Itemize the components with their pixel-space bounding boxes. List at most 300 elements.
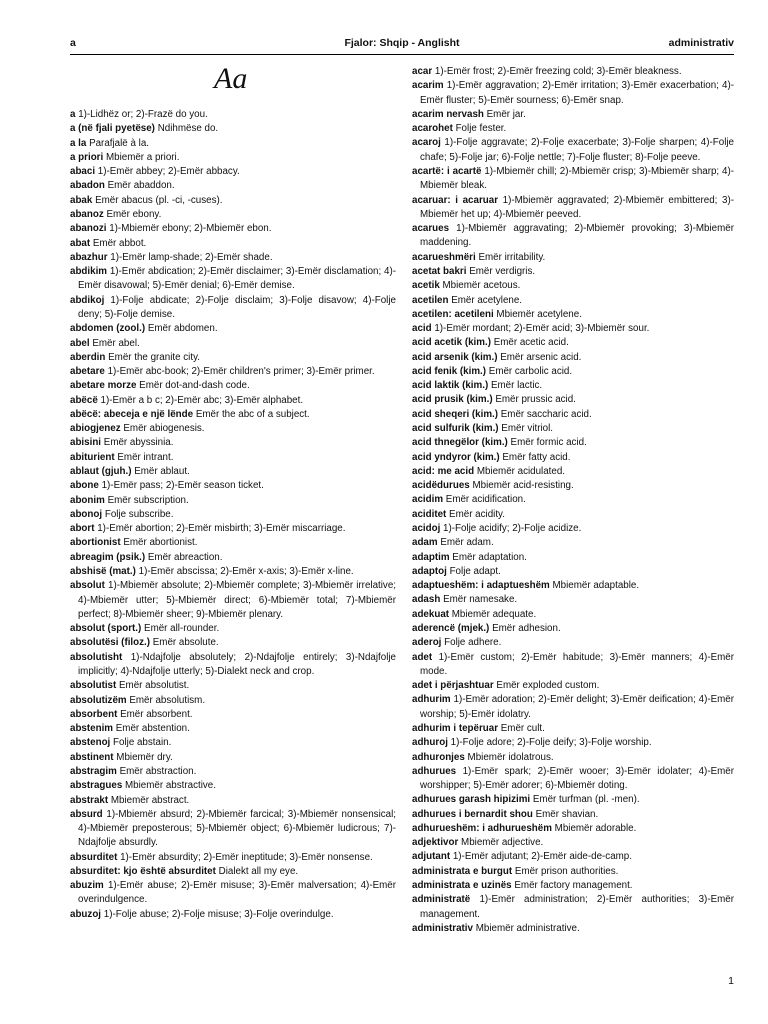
dictionary-entry [70,436,396,450]
dictionary-entry [70,694,396,708]
entry-definition: Emër saccharic acid. [500,408,592,420]
entry-definition: Mbiemër dry. [116,751,173,763]
entry-headword: adjektivor [412,837,459,849]
dictionary-entry [412,422,734,436]
entry-headword: acetilen [412,294,449,306]
dictionary-entry [412,379,734,393]
entry-headword: adhuronjes [412,751,465,763]
dictionary-entry [70,808,396,851]
dictionary-entry [412,822,734,836]
entry-definition: 1)-Emër pass; 2)-Emër season ticket. [101,480,264,492]
dictionary-entry [70,265,396,294]
entry-headword: abuzoj [70,908,102,920]
entry-headword: administrata e burgut [412,865,513,877]
entry-definition: 1)-Folje abdicate; 2)-Folje disclaim; 3)-Folje disavow; 4)-Folje deny; 5)-Folje demise. [78,294,396,320]
dictionary-entry [70,294,396,323]
entry-headword: absolut [70,580,105,592]
entry-headword: acaruar: i acaruar [412,194,499,206]
entry-headword: abel [70,337,90,349]
dictionary-entry [70,551,396,565]
entry-definition: 1)-Lidhëz or; 2)-Frazë do you. [78,109,208,120]
entry-definition: Mbiemër adaptable. [552,580,640,592]
entry-headword: abak [70,194,93,206]
entry-definition: Emër abel. [92,337,140,349]
entry-definition: Mbiemër administrative. [475,922,580,934]
dictionary-entry [412,308,734,322]
entry-definition: Emër prussic acid. [495,394,576,406]
entry-headword: abstinent [70,751,114,763]
entry-definition: 1)-Emër a b c; 2)-Emër abc; 3)-Emër alphabet. [100,394,304,406]
entry-headword: acarohet [412,123,453,135]
entry-definition: Emër absolutist. [119,680,190,692]
entry-headword: acartë: i acartë [412,165,482,177]
entry-definition: Mbiemër adjective. [461,837,544,849]
entry-headword: absolutist [70,680,117,692]
dictionary-entry [412,536,734,550]
entry-headword: abonim [70,494,105,506]
entry-headword: adet [412,651,433,663]
entry-definition: Emër absolutism. [129,694,206,706]
dictionary-entry [70,379,396,393]
entry-definition: Emër adhesion. [492,622,561,634]
dictionary-entry [412,522,734,536]
entry-headword: absurditet [70,851,118,863]
entry-headword: abortionist [70,537,121,549]
entry-definition: Emër abyssinia. [103,437,174,449]
dictionary-entry [70,251,396,265]
entry-headword: acetik [412,280,440,292]
dictionary-entry [412,836,734,850]
entry-definition: Emër abiogenesis. [123,423,205,435]
entry-headword: abreagim (psik.) [70,551,146,563]
dictionary-entry [70,736,396,750]
dictionary-entry [412,465,734,479]
entry-definition: 1)-Emër abuse; 2)-Emër misuse; 3)-Emër malversation; 4)-Emër overindulgence. [78,880,396,906]
dictionary-entry [412,479,734,493]
entry-headword: acid acetik (kim.) [412,337,491,349]
page-header [70,37,734,53]
dictionary-entry [70,479,396,493]
entry-definition: 1)-Folje acidify; 2)-Folje acidize. [443,523,582,534]
entry-headword: acid sulfurik (kim.) [412,423,499,435]
dictionary-entry [412,122,734,136]
entry-definition: Emër acetylene. [451,294,523,306]
entry-headword: adhuroj [412,737,448,749]
dictionary-entry [70,394,396,408]
dictionary-entry [412,365,734,379]
entry-definition: Mbiemër abstract. [110,794,190,806]
entry-definition: Emër ebony. [106,208,162,220]
dictionary-entry [70,365,396,379]
entry-definition: Emër arsenic acid. [500,351,582,363]
entry-definition: 1)-Ndajfolje absolutely; 2)-Ndajfolje entirely; 3)-Ndajfolje implicitly; 4)-Ndajfolje utterly; 5)-Dialekt neck and crop. [78,651,396,677]
entry-headword: abstenoj [70,737,111,749]
entry-headword: abiogjenez [70,423,121,435]
entry-definition: Emër abbot. [92,237,147,249]
entry-definition: 1)-Mbiemër aggravating; 2)-Mbiemër provoking; 3)-Mbiemër maddening. [420,223,734,249]
entry-headword: abdomen (zool.) [70,323,146,335]
right-column [412,65,734,936]
entry-headword: acarueshmëri [412,251,476,263]
entry-headword: adash [412,594,441,606]
entry-definition: Dialekt all my eye. [218,865,299,877]
entry-definition: Emër fatty acid. [502,451,571,463]
entry-headword: adaptoj [412,565,447,577]
dictionary-entry [70,622,396,636]
entry-definition: 1)-Emër spark; 2)-Emër wooer; 3)-Emër idolater; 4)-Emër worshipper; 5)-Emër adorer; 6)-Mbiemër doting. [420,765,734,792]
entry-definition: Emër absolute. [152,637,219,649]
entry-definition: Emër vitriol. [501,423,554,435]
dictionary-entry [412,294,734,308]
header-right-guide-word: administrativ [668,37,734,49]
header-rule [70,54,734,55]
entry-definition: Emër carbolic acid. [488,365,573,377]
dictionary-entry [70,351,396,365]
entry-definition: Emër adam. [440,537,494,549]
dictionary-entry [70,522,396,536]
entry-definition: Mbiemër acetous. [442,280,521,292]
dictionary-entry [70,222,396,236]
entry-headword: abiturient [70,451,115,463]
entry-definition: 1)-Emër abdication; 2)-Emër disclaimer; 3)-Emër disclamation; 4)-Emër disavowal; 5)-Emër denial; 6)-Emër demise. [78,266,396,292]
entry-headword: adhurim i tepëruar [412,722,499,734]
dictionary-entry [70,137,396,151]
entry-headword: abstragim [70,765,117,777]
entry-definition: Emër jar. [486,108,526,120]
dictionary-entry [412,765,734,794]
dictionary-entry [70,208,396,222]
entry-definition: Emër factory management. [514,880,633,892]
entry-headword: abdikoj [70,294,105,306]
entry-headword: adjutant [412,851,451,863]
entry-definition: Emër ablaut. [134,466,190,478]
entry-headword: acidim [412,494,444,506]
dictionary-entry [412,679,734,693]
entry-definition: Folje abstain. [113,737,172,749]
dictionary-entry [70,536,396,550]
dictionary-entry [70,322,396,336]
entry-definition: Emër acetic acid. [493,337,569,349]
entry-headword: a (në fjali pyetëse) [70,123,155,135]
dictionary-entry [412,579,734,593]
entry-headword: aderencë (mjek.) [412,622,490,634]
entry-definition: Emër abstention. [115,723,190,735]
dictionary-entry [412,622,734,636]
entry-headword: absolut (sport.) [70,623,142,635]
dictionary-entry [412,265,734,279]
header-title: Fjalor: Shqip - Anglisht [344,37,460,49]
entry-definition: Emër turfman (pl. -men). [532,794,640,806]
dictionary-entry [70,237,396,251]
dictionary-entry [412,636,734,650]
entry-definition: Emër abdomen. [147,323,218,335]
dictionary-entry [412,165,734,194]
dictionary-entry [70,908,396,922]
entry-definition: Ndihmëse do. [157,123,219,135]
dictionary-entry [412,693,734,722]
entry-definition: 1)-Mbiemër absurd; 2)-Mbiemër farcical; 3)-Mbiemër nonsensical; 4)-Mbiemër preposterous; 5)-Mbiemër object; 6)-Mbiemër ludicrous; 7)-Ndajfolje absurdly. [78,808,396,849]
entry-headword: a la [70,137,87,149]
entry-headword: abuzim [70,880,104,892]
entry-definition: 1)-Emër abortion; 2)-Emër misbirth; 3)-Emër miscarriage. [97,523,346,535]
entry-definition: Emër subscription. [107,494,189,506]
page-number: 1 [728,975,734,987]
entry-headword: abone [70,480,99,492]
entry-definition: Emër adaptation. [452,551,527,563]
entry-definition: 1)-Emër adjutant; 2)-Emër aide-de-camp. [452,851,632,863]
entry-definition: Mbiemër acidulated. [476,465,566,477]
entry-headword: administrata e uzinës [412,880,512,892]
entry-definition: 1)-Emër lamp-shade; 2)-Emër shade. [110,251,273,263]
entry-definition: Parafjalë à la. [89,137,149,149]
entry-headword: abdikim [70,266,108,278]
dictionary-entry [70,337,396,351]
entry-definition: 1)-Mbiemër absolute; 2)-Mbiemër complete; 3)-Mbiemër irrelative; 4)-Mbiemër utter; 5)-Mbiemër direct; 6)-Mbiemër total; 7)-Mbiemër perfect; 8)-Mbiemër sheer; 9)-Mbiemër plenary. [78,580,396,620]
left-column [70,108,396,922]
entry-definition: Emër abreaction. [147,551,223,563]
entry-headword: adaptim [412,551,450,563]
entry-definition: 1)-Mbiemër chill; 2)-Mbiemër crisp; 3)-Mbiemër sharp; 4)-Mbiemër bleak. [420,165,734,192]
dictionary-entry [412,865,734,879]
entry-definition: Emër acidity. [449,508,505,520]
entry-definition: Emër cult. [500,722,545,734]
entry-headword: abetare morze [70,380,137,392]
entry-definition: 1)-Mbiemër aggravated; 2)-Mbiemër embittered; 3)-Mbiemër het up; 4)-Mbiemër peeved. [420,194,734,220]
dictionary-entry [412,65,734,79]
entry-headword: adhurim [412,694,451,706]
entry-headword: absolutizëm [70,694,127,706]
entry-headword: acid thnegëlor (kim.) [412,437,508,449]
entry-headword: administrativ [412,922,473,934]
entry-headword: adhurues [412,765,457,777]
entry-definition: Mbiemër acid-resisting. [472,480,574,492]
entry-definition: Mbiemër a priori. [105,151,180,163]
entry-definition: Emër absorbent. [120,708,193,720]
entry-headword: acid arsenik (kim.) [412,351,498,363]
header-left-guide-word: a [70,37,76,49]
entry-definition: 1)-Mbiemër ebony; 2)-Mbiemër ebon. [109,223,272,235]
dictionary-entry [412,565,734,579]
dictionary-entry [70,579,396,622]
dictionary-entry [412,651,734,680]
entry-headword: abanoz [70,208,104,220]
entry-headword: acid sheqeri (kim.) [412,408,499,420]
entry-headword: absurd [70,808,103,820]
dictionary-entry [412,508,734,522]
entry-headword: abetare [70,366,105,378]
entry-definition: 1)-Emër frost; 2)-Emër freezing cold; 3)-Emër bleakness. [434,66,682,77]
entry-definition: Emër acidification. [445,494,526,506]
entry-definition: 1)-Emër custom; 2)-Emër habitude; 3)-Emër manners; 4)-Emër mode. [420,651,734,677]
entry-definition: Emër formic acid. [510,437,587,449]
entry-headword: acarim [412,80,444,92]
dictionary-entry [412,808,734,822]
entry-headword: absolutisht [70,651,123,663]
entry-headword: acid yndyror (kim.) [412,451,500,463]
entry-headword: adhurueshëm: i adhurueshëm [412,822,552,834]
entry-headword: acid [412,323,432,335]
dictionary-entry [70,765,396,779]
dictionary-entry [412,922,734,936]
entry-headword: abëcë: abeceja e një lënde [70,408,194,420]
dictionary-entry [412,194,734,223]
dictionary-entry [412,736,734,750]
entry-headword: acidoj [412,523,441,534]
entry-headword: absolutësi (filoz.) [70,637,151,649]
dictionary-entry [70,565,396,579]
entry-definition: Emër abaddon. [107,180,175,192]
dictionary-entry [412,222,734,251]
entry-definition: Emër intrant. [117,451,174,463]
entry-definition: 1)-Emër absurdity; 2)-Emër ineptitude; 3)-Emër nonsense. [120,851,373,863]
dictionary-entry [412,351,734,365]
entry-definition: 1)-Folje aggravate; 2)-Folje exacerbate; 3)-Folje sharpen; 4)-Folje chafe; 5)-Folje jar; 6)-Folje nettle; 7)-Folje fluster; 8)-Folje peeve. [420,137,734,163]
entry-headword: abstenim [70,723,114,735]
entry-headword: adhurues i bernardit shou [412,808,533,820]
dictionary-entry [70,679,396,693]
entry-headword: adam [412,537,438,549]
dictionary-entry [412,850,734,864]
dictionary-entry [70,722,396,736]
entry-headword: acidëdurues [412,480,470,492]
dictionary-entry [70,179,396,193]
entry-definition: Mbiemër abstractive. [125,780,216,792]
entry-definition: Mbiemër adequate. [451,608,537,620]
dictionary-entry [70,408,396,422]
entry-definition: 1)-Emër abbey; 2)-Emër abbacy. [97,166,240,178]
entry-definition: Emër shavian. [535,808,599,820]
entry-headword: a [70,109,76,120]
entry-headword: adhurues garash hipizimi [412,794,531,806]
entry-definition: Folje fester. [455,123,507,135]
dictionary-entry [70,779,396,793]
entry-headword: adaptueshëm: i adaptueshëm [412,580,550,592]
entry-headword: acarim nervash [412,108,484,120]
dictionary-entry [412,408,734,422]
section-letter: Aa [214,62,248,95]
entry-headword: abonoj [70,508,103,520]
dictionary-entry [70,465,396,479]
entry-definition: 1)-Emër abscissa; 2)-Emër x-axis; 3)-Emër x-line. [138,566,354,577]
entry-headword: acid prusik (kim.) [412,394,493,406]
dictionary-entry [412,722,734,736]
dictionary-entry [70,451,396,465]
entry-headword: acar [412,66,433,77]
dictionary-entry [412,136,734,165]
dictionary-entry [412,322,734,336]
entry-definition: 1)-Emër abc-book; 2)-Emër children's primer; 3)-Emër primer. [107,366,375,378]
dictionary-entry [70,636,396,650]
entry-headword: abshisë (mat.) [70,566,136,577]
entry-headword: abat [70,237,91,249]
dictionary-entry [70,508,396,522]
dictionary-entry [70,794,396,808]
entry-headword: abazhur [70,251,108,263]
entry-headword: acarues [412,223,450,235]
entry-headword: abstragues [70,780,123,792]
entry-definition: Emër abortionist. [123,537,198,549]
entry-definition: 1)-Folje abuse; 2)-Folje misuse; 3)-Folje overindulge. [103,908,334,920]
dictionary-entry [412,451,734,465]
dictionary-entry [70,865,396,879]
entry-headword: acid: me acid [412,465,475,477]
entry-headword: a priori [70,151,104,163]
entry-definition: Emër abacus (pl. -ci, -cuses). [95,194,223,206]
dictionary-entry [70,751,396,765]
entry-definition: 1)-Folje adore; 2)-Folje deify; 3)-Folje worship. [450,737,652,749]
dictionary-entry [70,651,396,680]
entry-headword: acetat bakri [412,265,467,277]
entry-headword: absorbent [70,708,118,720]
dictionary-entry [412,793,734,807]
entry-definition: Folje adapt. [449,565,501,577]
entry-definition: Emër the abc of a subject. [195,408,310,420]
dictionary-entry [412,751,734,765]
entry-definition: 1)-Emër mordant; 2)-Emër acid; 3)-Mbiemër sour. [434,323,650,335]
entry-headword: abisini [70,437,102,449]
entry-definition: Emër lactic. [490,380,543,392]
entry-headword: abort [70,523,95,535]
entry-headword: ablaut (gjuh.) [70,466,132,478]
entry-definition: Emër dot-and-dash code. [139,380,250,392]
dictionary-entry [412,608,734,622]
dictionary-entry [70,194,396,208]
entry-definition: Mbiemër adorable. [554,822,637,834]
dictionary-entry [70,122,396,136]
entry-definition: 1)-Emër aggravation; 2)-Emër irritation; 3)-Emër exacerbation; 4)-Emër fluster; 5)-Emër sourness; 6)-Emër snap. [420,80,734,106]
entry-definition: 1)-Emër administration; 2)-Emër authorities; 3)-Emër management. [420,894,734,920]
entry-definition: Emër the granite city. [108,351,200,363]
entry-definition: Mbiemër acetylene. [496,308,582,320]
entry-definition: Emër abstraction. [119,765,197,777]
entry-headword: abëcë [70,394,98,406]
entry-headword: absurditet: kjo është absurditet [70,865,216,877]
entry-definition: Emër namesake. [443,594,518,606]
entry-definition: Emër prison authorities. [514,865,619,877]
dictionary-entry [70,708,396,722]
dictionary-entry [412,593,734,607]
dictionary-entry [412,108,734,122]
entry-headword: abstrakt [70,794,109,806]
entry-headword: abadon [70,180,105,192]
entry-headword: acaroj [412,137,441,149]
entry-definition: 1)-Emër adoration; 2)-Emër delight; 3)-Emër deification; 4)-Emër worship; 5)-Emër idolatry. [420,694,734,720]
dictionary-entry [412,493,734,507]
entry-headword: adet i përjashtuar [412,680,494,692]
dictionary-entry [412,79,734,108]
dictionary-entry [412,393,734,407]
entry-headword: aderoj [412,637,442,649]
dictionary-entry [412,279,734,293]
dictionary-entry [70,494,396,508]
entry-headword: acetilen: acetileni [412,308,494,320]
entry-headword: abanozi [70,223,107,235]
entry-headword: administratë [412,894,471,906]
entry-headword: aberdin [70,351,106,363]
entry-definition: Folje adhere. [444,637,502,649]
entry-definition: Emër irritability. [478,251,546,263]
dictionary-entry [412,436,734,450]
dictionary-entry [70,422,396,436]
dictionary-entry [70,108,396,122]
entry-headword: acid fenik (kim.) [412,365,487,377]
dictionary-entry [70,151,396,165]
entry-definition: Emër verdigris. [469,265,536,277]
entry-definition: Emër exploded custom. [496,680,600,692]
entry-headword: acid laktik (kim.) [412,380,489,392]
entry-definition: Mbiemër idolatrous. [467,751,554,763]
entry-headword: abaci [70,166,96,178]
